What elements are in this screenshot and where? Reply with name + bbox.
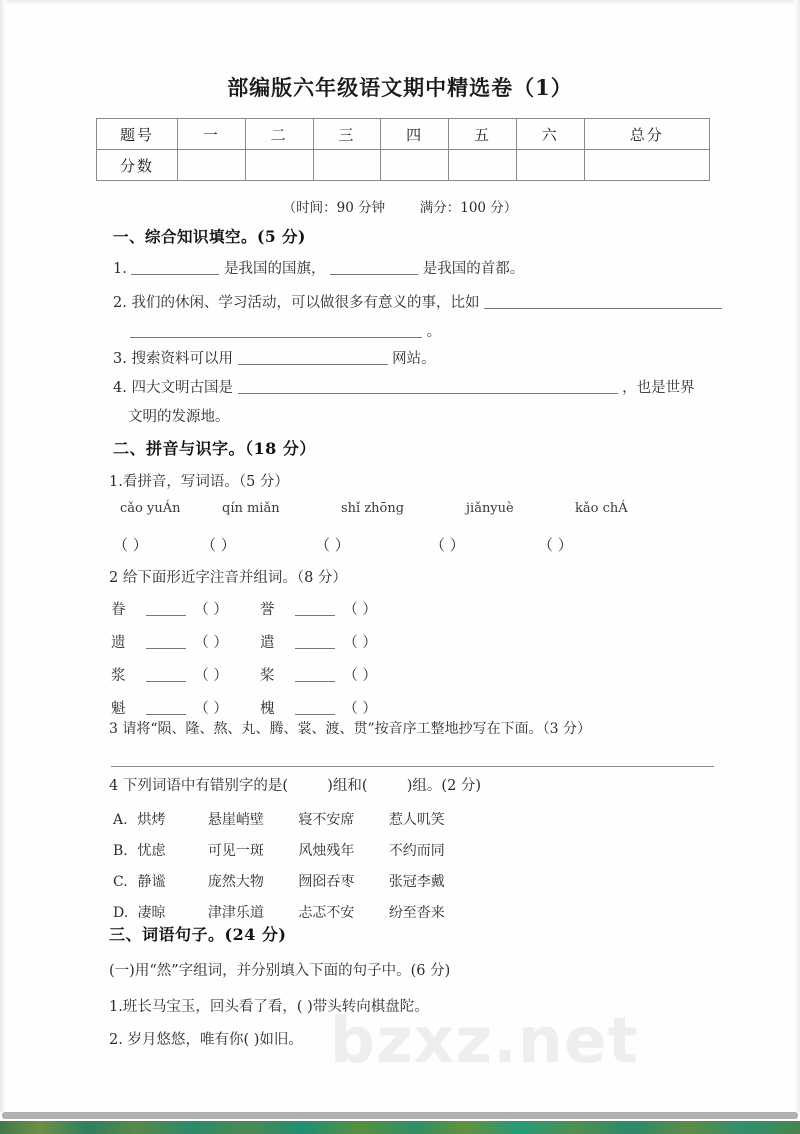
bottom-gray-bar	[2, 1112, 798, 1119]
near-char: 遣	[260, 635, 275, 651]
score-table-col-1: 一	[178, 119, 246, 150]
option-word: 囫囵吞枣	[298, 874, 355, 890]
near-char-row-3-right	[260, 664, 399, 685]
section-two-q3-label: 3 请将“陨、隆、熬、丸、腾、裳、渡、贯”按音序工整地抄写在下面。（3 分）	[109, 721, 592, 737]
option-tag: A.	[113, 812, 128, 828]
word-paren[interactable]: （ ）	[343, 602, 377, 618]
scan-edge-top	[0, 0, 800, 5]
watermark: bzxz.net	[330, 1004, 639, 1077]
section-two-heading: 二、拼音与识字。（18 分）	[113, 439, 316, 458]
score-table	[96, 118, 710, 181]
near-char-row-1-right	[260, 598, 399, 619]
q3-text: 搜索资料可以用	[131, 351, 233, 367]
option-word: 风烛残年	[298, 843, 355, 859]
section-three-q2[interactable]: 2. 岁月悠悠，唯有你( )如旧。	[109, 1032, 303, 1048]
section-one-q3	[113, 352, 436, 367]
score-table-col-2: 二	[245, 119, 313, 150]
section-one-q4	[113, 381, 695, 396]
section-three-q1[interactable]: 1.班长马宝玉，回头看了看，( )带头转向棋盘陀。	[109, 999, 429, 1015]
score-cell-4[interactable]	[381, 150, 449, 181]
answer-paren-5[interactable]: （ ）	[538, 536, 573, 554]
near-char-row-4-right	[260, 697, 399, 718]
near-char-row-1-left	[111, 598, 250, 619]
q2-number: 2.	[113, 295, 127, 311]
score-cell-5[interactable]	[449, 150, 517, 181]
answer-paren-2[interactable]: （ ）	[201, 536, 236, 554]
option-b[interactable]	[113, 840, 475, 860]
q1-number: 1.	[113, 261, 127, 277]
q4-end: ，也是世界	[622, 380, 695, 396]
near-char: 浆	[111, 668, 126, 684]
writing-rule-line[interactable]	[111, 766, 714, 767]
section-three-heading: 三、词语句子。(24 分)	[109, 925, 287, 944]
score-table-row-label: 分数	[97, 150, 178, 181]
pinyin-1: cǎo yuÁn	[120, 501, 181, 516]
near-char-row-4-left	[111, 697, 250, 718]
pinyin-blank[interactable]	[295, 603, 335, 616]
option-word: 悬崖峭壁	[207, 812, 264, 828]
option-word: 静谧	[137, 874, 166, 890]
option-word: 烘烤	[137, 812, 166, 828]
section-one-q2-line2	[130, 325, 441, 340]
pinyin-3: shǐ zhōng	[341, 501, 405, 516]
section-one-q4-line2: 文明的发源地。	[128, 409, 230, 425]
pinyin-blank[interactable]	[146, 636, 186, 649]
option-tag: C.	[113, 874, 128, 890]
score-cell-6[interactable]	[516, 150, 584, 181]
answer-blank[interactable]	[330, 262, 418, 275]
pinyin-blank[interactable]	[146, 603, 186, 616]
section-one-q1	[113, 262, 524, 277]
answer-blank[interactable]	[238, 352, 388, 365]
near-char: 槐	[260, 701, 275, 717]
option-d[interactable]	[113, 902, 475, 922]
option-word: 张冠李戴	[388, 874, 445, 890]
section-one-heading: 一、综合知识填空。(5 分)	[113, 227, 306, 246]
q2-text: 我们的休闲、学习活动，可以做很多有意义的事，比如	[131, 295, 480, 311]
section-two-q1-label: 1.看拼音，写词语。（5 分）	[109, 474, 289, 490]
section-one-q2	[113, 296, 722, 311]
q3-end: 网站。	[392, 351, 436, 367]
q1-part-a: 是我国的国旗，	[224, 261, 326, 277]
pinyin-blank[interactable]	[295, 669, 335, 682]
scan-edge-right	[794, 0, 800, 1112]
option-tag: B.	[113, 843, 128, 859]
near-char-row-2-right	[260, 631, 399, 652]
option-word: 惹人叽笑	[388, 812, 445, 828]
option-word: 忧虑	[137, 843, 166, 859]
word-paren[interactable]: （ ）	[343, 668, 377, 684]
exam-info	[0, 196, 800, 216]
table-row	[97, 119, 710, 150]
q3-number: 3.	[113, 351, 127, 367]
word-paren[interactable]: （ ）	[343, 635, 377, 651]
word-paren[interactable]: （ ）	[194, 602, 228, 618]
q4-label-b: )组和(	[327, 778, 368, 794]
option-word: 可见一斑	[207, 843, 264, 859]
option-word: 不约而同	[388, 843, 445, 859]
option-word: 寝不安席	[298, 812, 355, 828]
section-two-q2-label: 2 给下面形近字注音并组词。（8 分）	[109, 570, 347, 586]
word-paren[interactable]: （ ）	[194, 701, 228, 717]
page-title: 部编版六年级语文期中精选卷（1）	[227, 75, 573, 100]
answer-blank[interactable]	[130, 325, 422, 338]
score-cell-total[interactable]	[584, 150, 709, 181]
option-word: 津津乐道	[207, 905, 264, 921]
answer-blank[interactable]	[238, 381, 618, 394]
answer-blank[interactable]	[484, 296, 722, 309]
bottom-color-strip	[0, 1121, 800, 1134]
option-word: 凄晾	[137, 905, 166, 921]
answer-paren-1[interactable]: （ ）	[113, 536, 148, 554]
exam-time: （时间：90 分钟	[282, 200, 386, 216]
score-cell-2[interactable]	[245, 150, 313, 181]
score-cell-3[interactable]	[313, 150, 381, 181]
section-three-part-one-label: (一)用“然”字组词，并分别填入下面的句子中。(6 分)	[109, 963, 451, 979]
score-table-col-6: 六	[516, 119, 584, 150]
q4-number: 4.	[113, 380, 127, 396]
score-table-row-label: 题号	[97, 119, 178, 150]
answer-paren-3[interactable]: （ ）	[315, 536, 350, 554]
word-paren[interactable]: （ ）	[343, 701, 377, 717]
option-word: 忐忑不安	[298, 905, 355, 921]
score-table-col-total: 总分	[584, 119, 709, 150]
q1-part-b: 是我国的首都。	[422, 261, 525, 277]
exam-full-score: 满分：100 分）	[419, 200, 518, 216]
near-char: 魁	[111, 701, 126, 717]
score-table-col-5: 五	[449, 119, 517, 150]
near-char: 遗	[111, 635, 126, 651]
pinyin-blank[interactable]	[146, 702, 186, 715]
near-char-row-2-left	[111, 631, 250, 652]
option-word: 纷至沓来	[388, 905, 445, 921]
near-char: 誉	[260, 602, 275, 618]
section-two-q4-label	[109, 779, 481, 794]
word-paren[interactable]: （ ）	[194, 668, 228, 684]
near-char-row-3-left	[111, 664, 250, 685]
pinyin-blank[interactable]	[295, 702, 335, 715]
near-char: 桨	[260, 668, 275, 684]
score-table-col-3: 三	[313, 119, 381, 150]
option-word: 庞然大物	[207, 874, 264, 890]
answer-paren-4[interactable]: （ ）	[430, 536, 465, 554]
pinyin-2: qín miǎn	[222, 501, 280, 516]
q4-label-a: 4 下列词语中有错别字的是(	[109, 778, 288, 794]
q2-end: 。	[426, 324, 442, 340]
q4-label-c: )组。(2 分)	[406, 778, 482, 794]
pinyin-4: jiǎnyuè	[466, 501, 514, 516]
answer-blank[interactable]	[131, 262, 219, 275]
scan-edge-left	[0, 0, 6, 1112]
pinyin-blank[interactable]	[295, 636, 335, 649]
option-tag: D.	[113, 905, 129, 921]
score-cell-1[interactable]	[178, 150, 246, 181]
near-char: 眷	[111, 602, 126, 618]
pinyin-5: kǎo chÁ	[575, 501, 628, 516]
pinyin-blank[interactable]	[146, 669, 186, 682]
option-a[interactable]	[113, 809, 475, 829]
word-paren[interactable]: （ ）	[194, 635, 228, 651]
option-c[interactable]	[113, 871, 475, 891]
score-table-col-4: 四	[381, 119, 449, 150]
table-row	[97, 150, 710, 181]
q4-text: 四大文明古国是	[131, 380, 233, 396]
